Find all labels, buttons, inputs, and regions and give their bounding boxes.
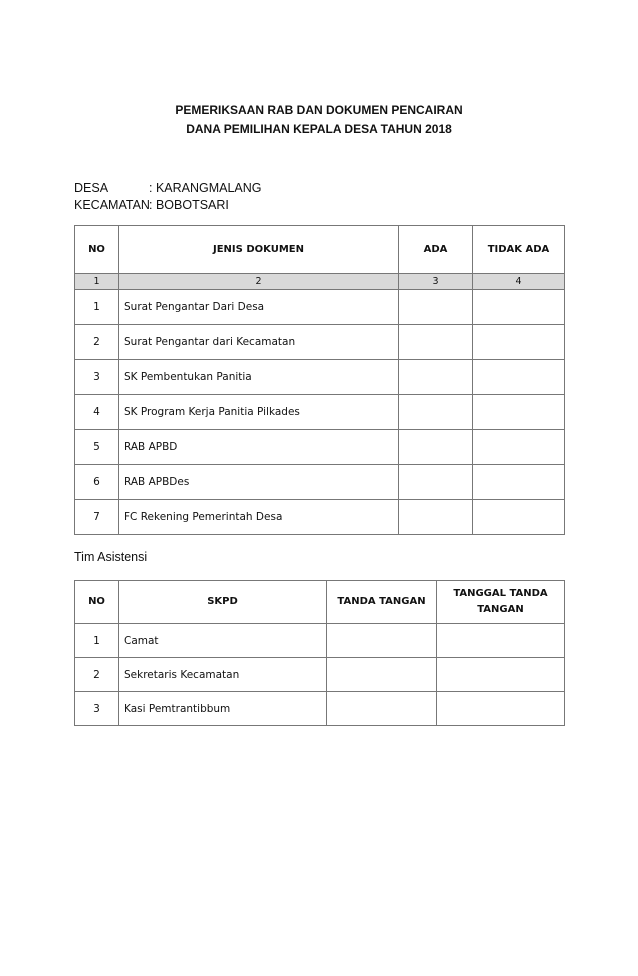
row-number: 3 xyxy=(75,360,119,395)
row-number: 4 xyxy=(75,395,119,430)
header-no: NO xyxy=(75,581,119,624)
tidak-ada-cell[interactable] xyxy=(473,325,565,360)
ada-cell[interactable] xyxy=(399,360,473,395)
row-number: 2 xyxy=(75,325,119,360)
village-info xyxy=(74,180,262,214)
header-jenis-dokumen: JENIS DOKUMEN xyxy=(119,226,399,274)
title-line-2: DANA PEMILIHAN KEPALA DESA TAHUN 2018 xyxy=(186,122,452,136)
tidak-ada-cell[interactable] xyxy=(473,395,565,430)
document-name: Surat Pengantar dari Kecamatan xyxy=(119,325,399,360)
skpd-name: Kasi Pemtrantibbum xyxy=(119,692,327,726)
document-name: SK Pembentukan Panitia xyxy=(119,360,399,395)
document-name: Surat Pengantar Dari Desa xyxy=(119,290,399,325)
column-number: 4 xyxy=(473,274,565,290)
signature-cell[interactable] xyxy=(327,624,437,658)
row-number: 6 xyxy=(75,465,119,500)
table-row xyxy=(75,395,565,430)
tim-asistensi-table xyxy=(74,580,565,726)
table-row xyxy=(75,624,565,658)
signature-date-cell[interactable] xyxy=(437,658,565,692)
document-title xyxy=(0,101,638,139)
document-name: FC Rekening Pemerintah Desa xyxy=(119,500,399,535)
table-header-row xyxy=(75,581,565,624)
desa-label: DESA xyxy=(74,181,109,195)
tidak-ada-cell[interactable] xyxy=(473,500,565,535)
ada-cell[interactable] xyxy=(399,290,473,325)
tidak-ada-cell[interactable] xyxy=(473,430,565,465)
document-name: SK Program Kerja Panitia Pilkades xyxy=(119,395,399,430)
column-number: 3 xyxy=(399,274,473,290)
column-number: 2 xyxy=(119,274,399,290)
kecamatan-value: : BOBOTSARI xyxy=(149,198,229,212)
signature-date-cell[interactable] xyxy=(437,692,565,726)
table-row xyxy=(75,360,565,395)
signature-date-cell[interactable] xyxy=(437,624,565,658)
row-number: 1 xyxy=(75,624,119,658)
table-row xyxy=(75,290,565,325)
table-row xyxy=(75,500,565,535)
header-skpd: SKPD xyxy=(119,581,327,624)
header-no: NO xyxy=(75,226,119,274)
ada-cell[interactable] xyxy=(399,325,473,360)
table-row xyxy=(75,692,565,726)
row-number: 5 xyxy=(75,430,119,465)
row-number: 2 xyxy=(75,658,119,692)
column-number-row xyxy=(75,274,565,290)
header-tanggal-tanda-tangan: TANGGAL TANDA TANGAN xyxy=(437,581,565,624)
ada-cell[interactable] xyxy=(399,465,473,500)
signature-cell[interactable] xyxy=(327,658,437,692)
tidak-ada-cell[interactable] xyxy=(473,290,565,325)
tim-asistensi-heading: Tim Asistensi xyxy=(74,550,148,564)
row-number: 3 xyxy=(75,692,119,726)
kecamatan-row xyxy=(74,197,262,214)
document-checklist-table xyxy=(74,225,565,535)
header-ada: ADA xyxy=(399,226,473,274)
ada-cell[interactable] xyxy=(399,500,473,535)
header-tanda-tangan: TANDA TANGAN xyxy=(327,581,437,624)
table-row xyxy=(75,325,565,360)
table-header-row xyxy=(75,226,565,274)
signature-cell[interactable] xyxy=(327,692,437,726)
row-number: 7 xyxy=(75,500,119,535)
title-line-1: PEMERIKSAAN RAB DAN DOKUMEN PENCAIRAN xyxy=(175,103,463,117)
document-name: RAB APBD xyxy=(119,430,399,465)
table-row xyxy=(75,430,565,465)
tidak-ada-cell[interactable] xyxy=(473,360,565,395)
skpd-name: Camat xyxy=(119,624,327,658)
kecamatan-label: KECAMATAN xyxy=(74,198,150,212)
header-tidak-ada: TIDAK ADA xyxy=(473,226,565,274)
row-number: 1 xyxy=(75,290,119,325)
ada-cell[interactable] xyxy=(399,395,473,430)
column-number: 1 xyxy=(75,274,119,290)
tidak-ada-cell[interactable] xyxy=(473,465,565,500)
document-name: RAB APBDes xyxy=(119,465,399,500)
table-row xyxy=(75,465,565,500)
desa-value: : KARANGMALANG xyxy=(149,181,262,195)
skpd-name: Sekretaris Kecamatan xyxy=(119,658,327,692)
desa-row xyxy=(74,180,262,197)
table-row xyxy=(75,658,565,692)
ada-cell[interactable] xyxy=(399,430,473,465)
